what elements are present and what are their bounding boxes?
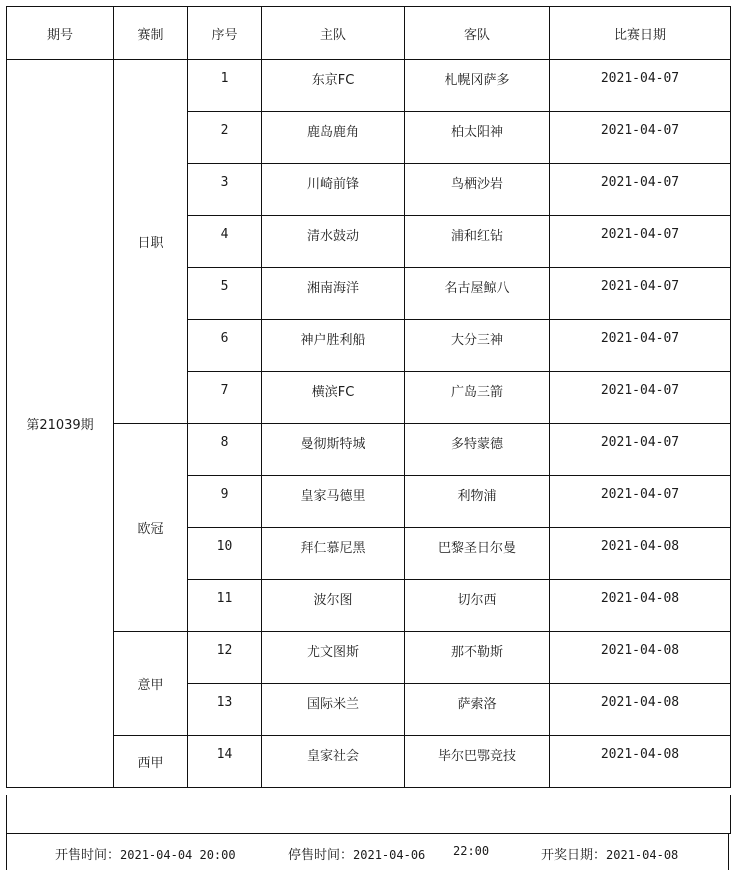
match-number-text: 13 [216,695,233,710]
match-date-text: 2021-04-08 [600,747,680,762]
header-row [7,7,731,60]
home-team [262,736,405,788]
match-date [550,424,731,476]
away-team-text: 浦和红钻 [450,229,503,244]
table-row [7,60,731,112]
match-date-text: 2021-04-07 [600,123,680,138]
match-date [550,372,731,424]
competition-cell: 西甲 [114,736,188,788]
home-team-text: 东京FC [311,73,355,88]
match-number [188,736,262,788]
match-number-text: 6 [220,331,229,346]
match-number [188,60,262,112]
home-team [262,268,405,320]
match-date-text: 2021-04-07 [600,175,680,190]
away-team-text: 名古屋鲸八 [444,281,510,296]
header-number: 序号 [188,7,262,60]
away-team-text: 利物浦 [457,489,497,504]
match-date-text: 2021-04-07 [600,435,680,450]
away-team [405,60,550,112]
away-team-text: 多特蒙德 [450,437,503,452]
away-team-text: 大分三神 [450,333,503,348]
home-team-text: 湘南海洋 [306,281,359,296]
away-team [405,216,550,268]
away-team-text: 巴黎圣日尔曼 [437,541,516,556]
home-team-text: 曼彻斯特城 [300,437,366,452]
home-team [262,60,405,112]
table-row [7,424,731,476]
sale-stop-label: 停售时间： [288,848,354,863]
match-number-text: 14 [216,747,233,762]
home-team [262,164,405,216]
home-team-text: 皇家马德里 [300,489,366,504]
competition-cell: 欧冠 [114,424,188,632]
away-team [405,424,550,476]
match-schedule-table [6,6,731,788]
away-team [405,112,550,164]
away-team [405,268,550,320]
table-row [7,632,731,684]
match-number [188,372,262,424]
match-number [188,164,262,216]
home-team [262,684,405,736]
match-date [550,684,731,736]
away-team [405,372,550,424]
home-team-text: 横滨FC [311,385,355,400]
away-team-text: 广岛三箭 [450,385,503,400]
match-date-text: 2021-04-08 [600,539,680,554]
header-match-date: 比赛日期 [550,7,731,60]
away-team-text: 切尔西 [457,593,497,608]
match-number [188,684,262,736]
match-number [188,320,262,372]
match-number-text: 3 [220,175,229,190]
match-number-text: 1 [220,71,229,86]
sale-stop-date: 2021-04-06 [353,848,426,862]
home-team [262,528,405,580]
match-date [550,632,731,684]
header-competition: 赛制 [114,7,188,60]
match-date-text: 2021-04-08 [600,643,680,658]
home-team [262,424,405,476]
away-team [405,580,550,632]
match-date [550,476,731,528]
match-date [550,580,731,632]
match-number-text: 7 [220,383,229,398]
match-date [550,112,731,164]
home-team [262,580,405,632]
match-number-text: 11 [216,591,233,606]
home-team [262,476,405,528]
match-date-text: 2021-04-07 [600,279,680,294]
competition-cell: 意甲 [114,632,188,736]
match-number [188,476,262,528]
away-team [405,736,550,788]
away-team [405,632,550,684]
match-date-text: 2021-04-07 [600,71,680,86]
match-number [188,528,262,580]
match-number-text: 5 [220,279,229,294]
home-team-text: 波尔图 [313,593,353,608]
home-team-text: 清水鼓动 [306,229,359,244]
away-team-text: 柏太阳神 [450,125,503,140]
home-team-text: 尤文图斯 [306,645,359,660]
match-number-text: 2 [220,123,229,138]
blank-row [6,795,731,834]
match-date-text: 2021-04-08 [600,695,680,710]
away-team [405,528,550,580]
match-date [550,320,731,372]
away-team [405,684,550,736]
away-team [405,476,550,528]
match-date-text: 2021-04-07 [600,331,680,346]
match-number [188,580,262,632]
home-team-text: 国际米兰 [306,697,359,712]
match-number-text: 8 [220,435,229,450]
sale-stop [288,844,425,863]
match-date-text: 2021-04-08 [600,591,680,606]
sale-stop-time: 22:00 [453,844,490,858]
draw-date [541,844,678,863]
home-team [262,320,405,372]
period-cell: 第21039期 [7,60,114,788]
match-number [188,268,262,320]
match-number-text: 9 [220,487,229,502]
home-team-text: 川崎前锋 [306,177,359,192]
match-date-text: 2021-04-07 [600,383,680,398]
match-number [188,424,262,476]
match-number [188,632,262,684]
match-date-text: 2021-04-07 [600,487,680,502]
header-home-team: 主队 [262,7,405,60]
match-date [550,164,731,216]
home-team [262,372,405,424]
home-team-text: 拜仁慕尼黑 [300,541,366,556]
away-team-text: 札幌冈萨多 [444,73,510,88]
home-team [262,632,405,684]
home-team [262,216,405,268]
away-team-text: 那不勒斯 [450,645,503,660]
header-period: 期号 [7,7,114,60]
match-number-text: 10 [216,539,233,554]
away-team-text: 萨索洛 [457,697,497,712]
table-row [7,736,731,788]
sale-start [55,844,236,863]
match-number [188,216,262,268]
match-number-text: 12 [216,643,233,658]
away-team-text: 鸟栖沙岩 [450,177,503,192]
home-team-text: 皇家社会 [306,749,359,764]
draw-date-label: 开奖日期： [541,848,607,863]
competition-cell: 日职 [114,60,188,424]
match-date [550,60,731,112]
match-date-text: 2021-04-07 [600,227,680,242]
header-away-team: 客队 [405,7,550,60]
away-team [405,320,550,372]
match-date [550,268,731,320]
sale-start-label: 开售时间： [55,848,121,863]
away-team [405,164,550,216]
match-date [550,736,731,788]
draw-date-value: 2021-04-08 [606,848,679,862]
home-team [262,112,405,164]
away-team-text: 毕尔巴鄂竞技 [437,749,516,764]
match-number-text: 4 [220,227,229,242]
sale-info-footer [6,834,729,870]
home-team-text: 神户胜利船 [300,333,366,348]
sale-start-value: 2021-04-04 20:00 [120,848,236,862]
match-date [550,528,731,580]
match-number [188,112,262,164]
match-date [550,216,731,268]
home-team-text: 鹿岛鹿角 [306,125,359,140]
